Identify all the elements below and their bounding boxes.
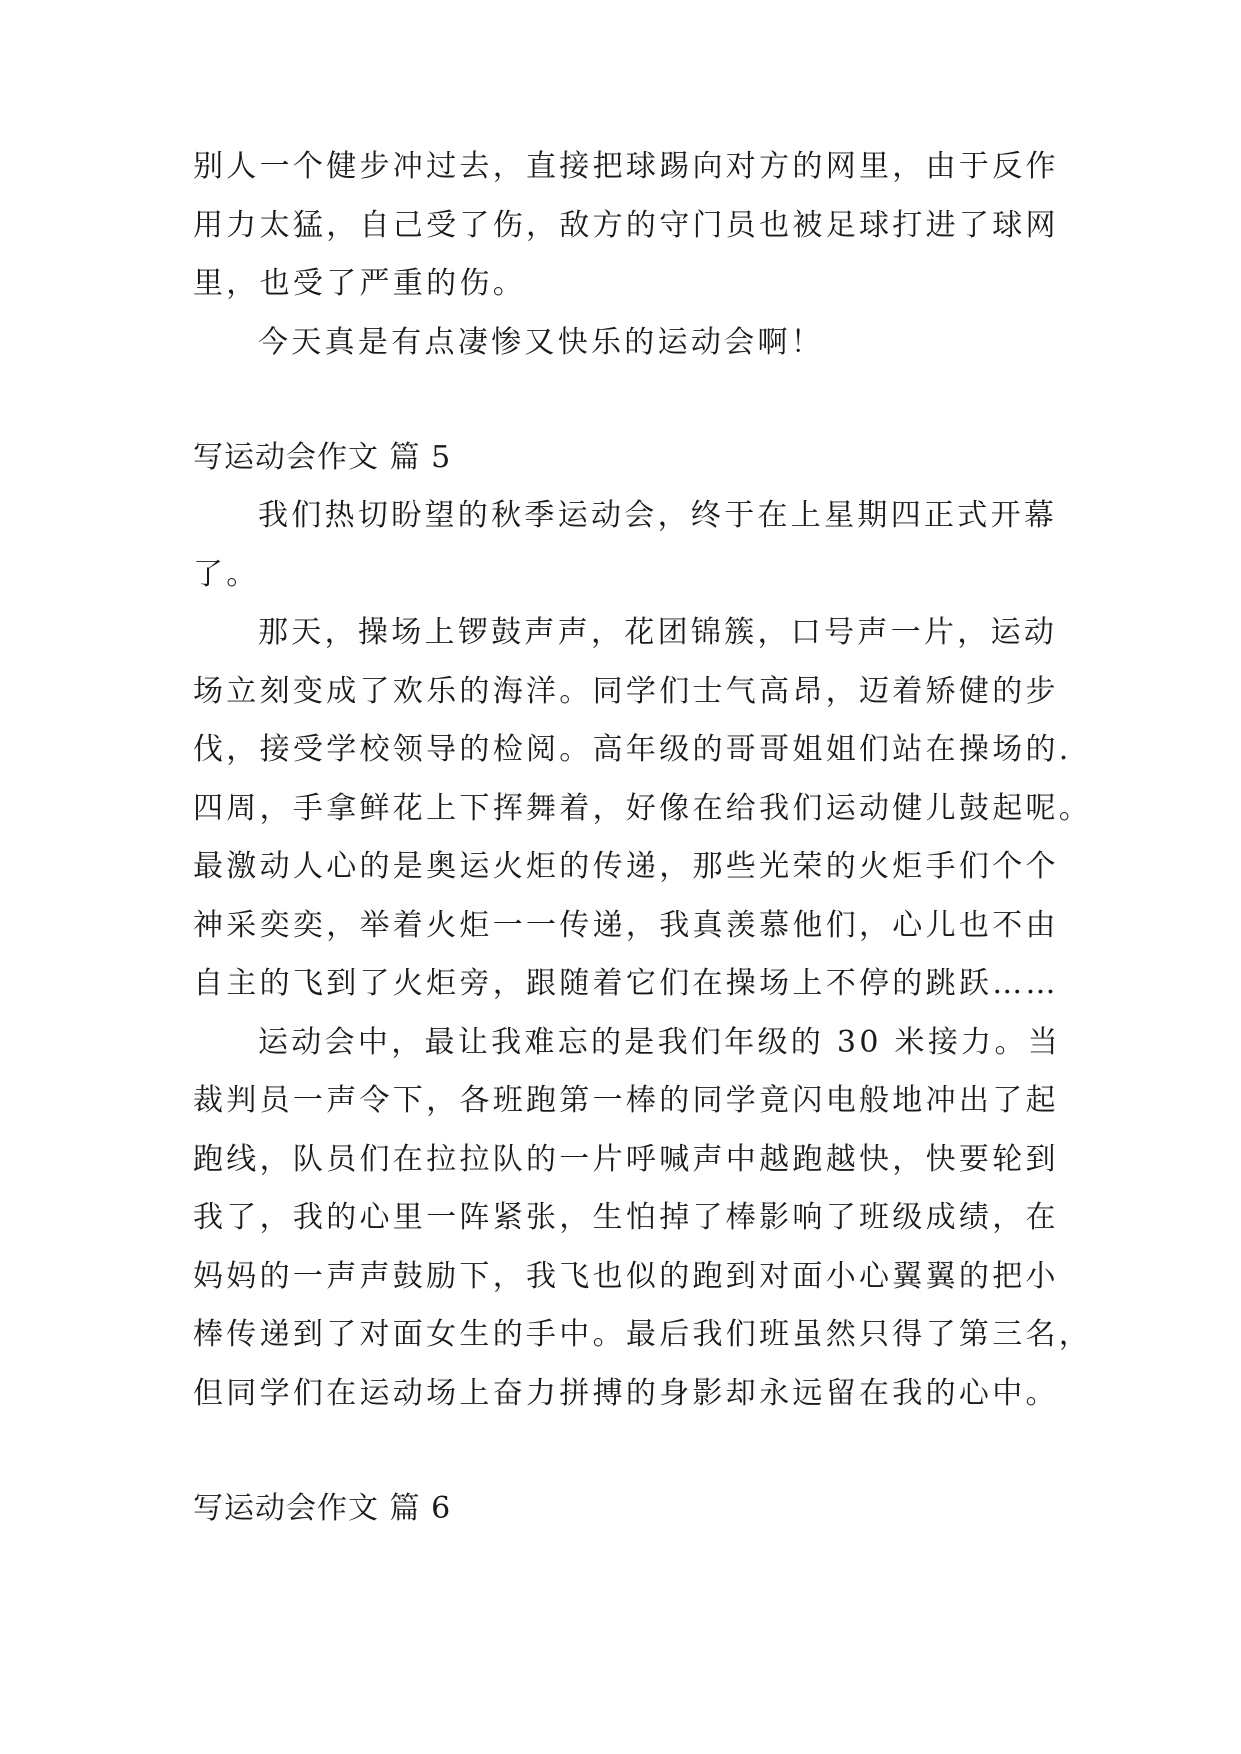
body-text-line: 里，也受了严重的伤。 <box>193 266 526 301</box>
body-text-line: 伐，接受学校领导的检阅。高年级的哥哥姐姐们站在操场的. <box>193 732 1072 767</box>
body-text-line: 最激动人心的是奥运火炬的传递，那些光荣的火炬手们个个 <box>193 849 1059 884</box>
body-text-line: 四周，手拿鲜花上下挥舞着，好像在给我们运动健儿鼓起呢。 <box>193 791 1093 826</box>
body-text-line: 妈妈的一声声鼓励下，我飞也似的跑到对面小心翼翼的把小 <box>193 1259 1059 1294</box>
body-text-line: 棒传递到了对面女生的手中。最后我们班虽然只得了第三名， <box>193 1317 1093 1352</box>
body-text-line: 神采奕奕，举着火炬一一传递，我真羡慕他们，心儿也不由 <box>193 908 1059 943</box>
section-heading-5: 写运动会作文 篇 5 <box>193 440 452 475</box>
body-text-line: 跑线，队员们在拉拉队的一片呼喊声中越跑越快，快要轮到 <box>193 1142 1059 1177</box>
body-text-line: 今天真是有点凄惨又快乐的运动会啊！ <box>258 325 825 360</box>
body-text-line: 但同学们在运动场上奋力拼搏的身影却永远留在我的心中。 <box>193 1376 1059 1411</box>
body-text-line: 了。 <box>193 557 260 592</box>
body-text-line: 别人一个健步冲过去，直接把球踢向对方的网里，由于反作 <box>193 149 1059 184</box>
body-text-line: 场立刻变成了欢乐的海洋。同学们士气高昂，迈着矫健的步 <box>193 674 1059 709</box>
body-text-line: 运动会中，最让我难忘的是我们年级的 30 米接力。当 <box>258 1025 1062 1060</box>
section-heading-6: 写运动会作文 篇 6 <box>193 1491 452 1526</box>
body-text-line: 我们热切盼望的秋季运动会，终于在上星期四正式开幕 <box>258 498 1058 533</box>
body-text-line: 我了，我的心里一阵紧张，生怕掉了棒影响了班级成绩，在 <box>193 1200 1059 1235</box>
body-text-line: 那天，操场上锣鼓声声，花团锦簇，口号声一片，运动 <box>258 615 1058 650</box>
body-text-line: 自主的飞到了火炬旁，跟随着它们在操场上不停的跳跃…… <box>193 966 1059 1001</box>
body-text-line: 用力太猛，自己受了伤，敌方的守门员也被足球打进了球网 <box>193 208 1059 243</box>
body-text-line: 裁判员一声令下，各班跑第一棒的同学竟闪电般地冲出了起 <box>193 1083 1059 1118</box>
